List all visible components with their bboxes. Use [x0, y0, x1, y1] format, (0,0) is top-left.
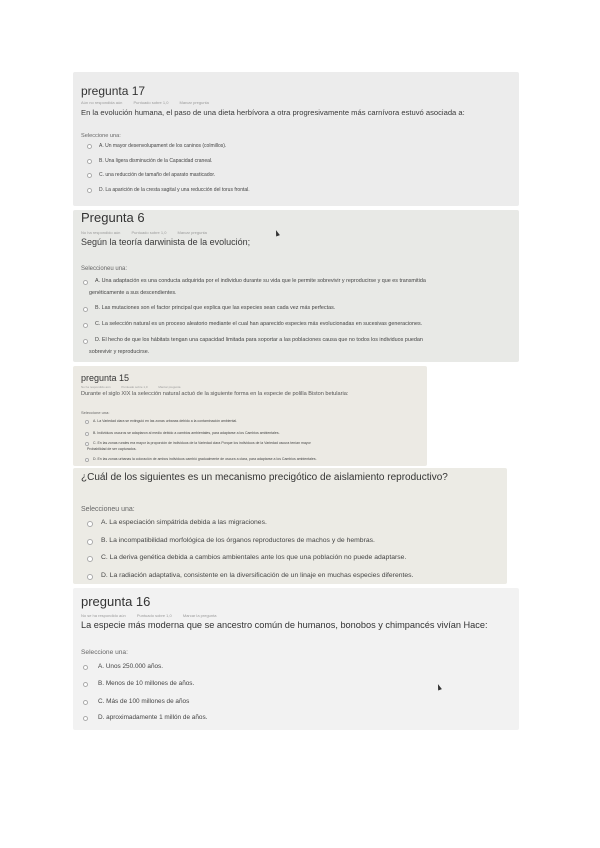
- option-b-label: B. La incompatibilidad morfológica de los órganos reproductores de machos y de hembras.: [101, 537, 375, 544]
- option-a-label: A. Una adaptación es una conducta adquirida por el individuo durante su vida que le permite sobrevivir y reproducirse y que es transmitida: [95, 278, 426, 284]
- question-meta: [81, 613, 226, 618]
- option-d-label: D. El hecho de que los hábitats tengan una capacidad limitada para soportar a las poblaciones causa que no todos los individuos puedan: [95, 337, 423, 343]
- status-text: No ha respondido aún: [81, 385, 111, 389]
- select-prompt: Seleccione una:: [81, 649, 128, 656]
- question-meta: [81, 100, 219, 105]
- question-card-16: [73, 588, 519, 730]
- radio-option-b[interactable]: [83, 682, 88, 687]
- radio-option-a[interactable]: [85, 420, 89, 424]
- radio-option-d[interactable]: [83, 716, 88, 721]
- radio-option-d[interactable]: [83, 339, 88, 344]
- status-text: No ha respondido aún: [81, 230, 121, 235]
- mouse-cursor-icon: [436, 683, 442, 690]
- flag-question-link[interactable]: Marcar pregunta: [158, 385, 181, 389]
- radio-option-a[interactable]: [87, 144, 92, 149]
- option-d-label: D. La aparición de la cresta sagital y una reducción del torus frontal.: [99, 187, 250, 193]
- question-title: pregunta 16: [81, 594, 151, 609]
- option-c-label: C. La selección natural es un proceso aleatorio mediante el cual han aparecido especies más evolucionadas en sucesivas generaciones.: [95, 321, 423, 327]
- select-prompt: Seleccione una:: [81, 133, 121, 139]
- option-b-label: B. Las mutaciones son el factor principal que explica que las especies sean cada vez más perfectas.: [95, 305, 336, 311]
- question-title: Pregunta 6: [81, 210, 145, 225]
- option-c-label: C. Más de 100 millones de años: [98, 698, 190, 705]
- flag-question-link[interactable]: Marcar la pregunta: [182, 613, 217, 618]
- option-a-label: A. Un mayor desenvolupament de los caninos (colmillos).: [99, 143, 227, 149]
- radio-option-c[interactable]: [83, 323, 88, 328]
- question-meta: [81, 385, 190, 389]
- option-a-label: A. Unos 250.000 años.: [98, 663, 164, 670]
- select-prompt: Seleccione una:: [81, 410, 110, 415]
- radio-option-b[interactable]: [83, 307, 88, 312]
- option-d-label: D. En las zonas urbanas la coloración de ambos individuos cambió gradualmente de oscura a clara, para adaptarse a los Cambios ambientales.: [93, 457, 317, 461]
- radio-option-b[interactable]: [87, 539, 93, 545]
- question-title: pregunta 15: [81, 373, 130, 383]
- score-text: Puntuado sobre 1,0: [136, 613, 172, 618]
- question-text: Según la teoría darwinista de la evolución;: [81, 237, 251, 247]
- score-text: Puntuado sobre 1,0: [133, 100, 169, 105]
- option-b-label: B. Una ligera disminución de la Capacidad craneal.: [99, 158, 213, 164]
- question-text: ¿Cuál de los siguientes es un mecanismo precigótico de aislamiento reproductivo?: [81, 472, 448, 483]
- radio-option-a[interactable]: [87, 521, 93, 527]
- question-text: La especie más moderna que se ancestro común de humanos, bonobos y chimpancés vivían Hace:: [81, 620, 488, 630]
- question-meta: [81, 230, 217, 235]
- radio-option-d[interactable]: [85, 458, 89, 462]
- radio-option-d[interactable]: [87, 188, 92, 193]
- option-b-label: B. Menos de 10 millones de años.: [98, 680, 195, 687]
- option-b-label: B. Individuos oscuros se adaptaron al medio debido a cambios ambientales, para adaptarse a los Cambios ambientales.: [93, 431, 280, 435]
- option-d-label: D. La radiación adaptativa, consistente en la diversificación de un linaje en muchas especies diferentes.: [101, 572, 414, 579]
- option-c-label: C. una reducción de tamaño del aparato masticador.: [99, 172, 216, 178]
- option-a-label-cont: genéticamente a sus descendientes.: [89, 290, 177, 296]
- question-card-isolation: [73, 468, 507, 584]
- option-d-label: D. aproximadamente 1 millón de años.: [98, 714, 208, 721]
- question-card-17: [73, 72, 519, 206]
- radio-option-a[interactable]: [83, 665, 88, 670]
- status-text: Aún no respondida aún: [81, 100, 123, 105]
- radio-option-a[interactable]: [83, 280, 88, 285]
- option-c-label: C. En las zonas rurales era mayor la proporción de individuos de la Variedad clara Porque los individuos de la Variedad oscura tenían mayor: [93, 441, 311, 445]
- radio-option-c[interactable]: [87, 173, 92, 178]
- score-text: Puntuado sobre 1,0: [131, 230, 167, 235]
- question-text: En la evolución humana, el paso de una dieta herbívora a otra progresivamente más carnívora estuvó asociada a:: [81, 108, 465, 117]
- select-prompt: Seleccioneu una:: [81, 506, 135, 513]
- flag-question-link[interactable]: Marcar pregunta: [179, 100, 209, 105]
- question-card-6: [73, 210, 519, 362]
- mouse-cursor-icon: [274, 229, 280, 236]
- radio-option-c[interactable]: [83, 700, 88, 705]
- option-a-label: A. La Variedad clara se extinguió en las zonas urbanas debido a la contaminación ambiental.: [93, 419, 238, 423]
- select-prompt: Seleccioneu una:: [81, 266, 128, 272]
- status-text: No se ha respondido aún: [81, 613, 126, 618]
- radio-option-b[interactable]: [87, 159, 92, 164]
- flag-question-link[interactable]: Marcar pregunta: [177, 230, 207, 235]
- question-card-15: [73, 366, 427, 466]
- radio-option-c[interactable]: [87, 556, 93, 562]
- option-c-label-cont: Probabilidad de ser capturados.: [87, 447, 137, 451]
- question-title: pregunta 17: [81, 84, 146, 98]
- question-text: Durante el siglo XIX la selección natural actuó de la siguiente forma en la especie de polilla Biston betularia:: [81, 391, 349, 397]
- score-text: Puntuado sobre 1,0: [121, 385, 148, 389]
- radio-option-c[interactable]: [85, 442, 89, 446]
- radio-option-b[interactable]: [85, 432, 89, 436]
- option-c-label: C. La deriva genética debida a cambios ambientales ante los que una población no puede adaptarse.: [101, 554, 407, 561]
- radio-option-d[interactable]: [87, 574, 93, 580]
- option-d-label-cont: sobrevivir y reproducirse.: [89, 349, 150, 355]
- option-a-label: A. La especiación simpátrida debida a las migraciones.: [101, 519, 267, 526]
